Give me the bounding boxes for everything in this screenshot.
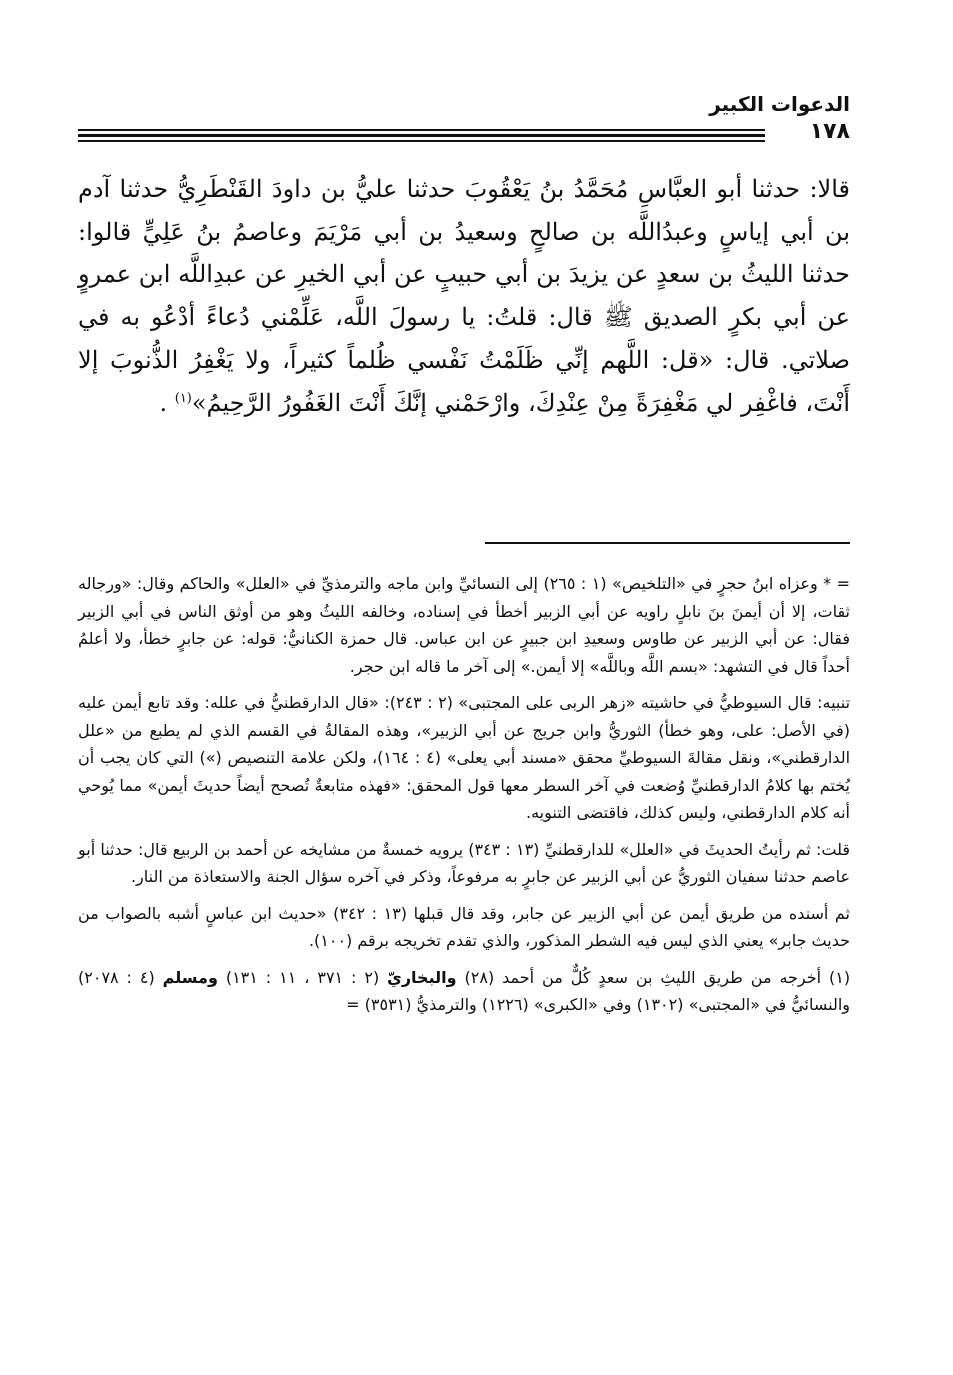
- footnote-reference: (١): [174, 390, 192, 406]
- page-number: ١٧٨: [809, 119, 850, 144]
- footnote-5-muslim: ومسلم: [162, 967, 218, 987]
- footnote-5-part-e: (٤ : ٢٠٧٨) والنسائيُّ في «المجتبى» (١٣٠٢) وفي «الكبرى» (١٢٢٦) والترمذيُّ (٣٥٣١) =: [78, 967, 850, 1014]
- main-text: [78, 168, 850, 424]
- header-rule: [78, 119, 850, 145]
- end-punctuation: .: [159, 388, 168, 417]
- footnotes-section: [78, 570, 850, 1028]
- footnote-5-part-c: (٢ : ٣٧١ ، ١١ : ١٣١): [217, 967, 388, 987]
- hadith-text: قالا: حدثنا أبو العبَّاسِ مُحَمَّدُ بنُ يَعْقُوبَ حدثنا عليُّ بن داودَ القَنْطَرِيُّ حدثنا آدم بن أبي إياسٍ وعبدُاللَّه بن صالحٍ وسعيدُ بن أبي مَرْيَمَ وعاصمُ بنُ عَلِيٍّ قالوا: حدثنا الليثُ بن سعدٍ عن يزيدَ بن أبي حبيبٍ عن أبي الخيرِ عن عبدِاللَّه ابن عمروٍ عن أبي بكرٍ الصديق ﷺ قال: قلتُ: يا رسولَ اللَّه، عَلِّمْني دُعاءً أدْعُو به في صلاتي. قال: «قل: اللَّهم إنِّي ظَلَمْتُ نَفْسي ظُلماً كثيراً، ولا يَغْفِرُ الذُّنوبَ إلا أَنْتَ، فاغْفِر لي مَغْفِرَةً مِنْ عِنْدِكَ، وارْحَمْني إنَّكَ أَنْتَ الغَفُورُ الرَّحِيمُ»: [78, 175, 850, 417]
- footnote-paragraph-5: [78, 964, 850, 1019]
- rule-line-bottom: [78, 140, 765, 142]
- footnote-paragraph-2: تنبيه: قال السيوطيُّ في حاشيته «زهر الربى على المجتبى» (٢ : ٢٤٣): «قال الدارقطنيُّ في علله: وقد تابع أيمن عليه (في الأصل: على، وهو خطأ) الثوريُّ وابن جريج عن أبي الزبير»، وهذه المقالةُ في القسم الذي لم يطبع من «علل الدارقطني»، ونقل مقالةَ السيوطيِّ محقق «مسند أبي يعلى» (٤ : ١٦٤)، ولكن علامة التنصيص (») التي كان يجب أن يُختم بها كلامُ الدارقطنيِّ وُضعت في آخر السطر معها قول المحقق: «فهذه متابعةٌ تُصحح أيضاً حديثَ أيمن» مما يُوحي أنه كلام الدارقطني، وليس كذلك، فاقتضى التنويه.: [78, 693, 851, 822]
- main-paragraph: [78, 168, 850, 424]
- footnote-paragraph-3: قلت: ثم رأيتُ الحديثَ في «العلل» للدارقطنيِّ (١٣ : ٣٤٣) يرويه خمسةٌ من مشايخه عن أحمد بن الربيع قال: حدثنا أبو عاصم حدثنا سفيان الثوريُّ عن أبي الزبير عن جابرٍ به مرفوعاً، وذكر في آخره سؤال الجنة والاستعاذة من النار.: [78, 839, 851, 886]
- footnote-paragraph-1: = * وعزاه ابنُ حجرٍ في «التلخيص» (١ : ٢٦٥) إلى النسائيِّ وابن ماجه والترمذيِّ في «العلل» والحاكم وقال: «ورجاله ثقات، إلا أن أيمنَ بنَ نابلٍ راويه عن أبي الزبير أخطأ في إسناده، وخالفه الليثُ وهو من أوثق الناس في أبي الزبير فقال: عن أبي الزبير عن طاوس وسعيدِ ابن جبيرٍ عن ابن عباس. قال حمزة الكنانيُّ: قوله: عن جابرٍ خطأ، ولا أعلمُ أحداً قال في التشهد: «بسم اللَّه وباللَّه» إلا أيمن.» إلى آخر ما قاله ابن حجر.: [78, 574, 850, 676]
- book-page: [78, 70, 850, 1330]
- page-header: [78, 90, 850, 150]
- footnote-divider: [485, 542, 850, 544]
- footnote-paragraph-4: ثم أسنده من طريق أيمن عن أبي الزبير عن جابر، وقد قال قبلها (١٣ : ٣٤٢) «حديث ابن عباسٍ أشبه بالصواب من حديث جابر» يعني الذي ليس فيه الشطر المذكور، والذي تقدم تخريجه برقم (١٠٠).: [78, 903, 851, 950]
- book-title: الدعوات الكبير: [709, 92, 850, 116]
- footnote-5-part-a: (١) أخرجه من طريق الليثِ بن سعدٍ كُلٌّ من أحمد (٢٨): [456, 967, 851, 987]
- rule-line-middle: [78, 134, 765, 137]
- header-triple-line: [78, 129, 765, 141]
- rule-line-top: [78, 129, 765, 131]
- footnote-5-bukhari: والبخاريّ: [387, 967, 457, 987]
